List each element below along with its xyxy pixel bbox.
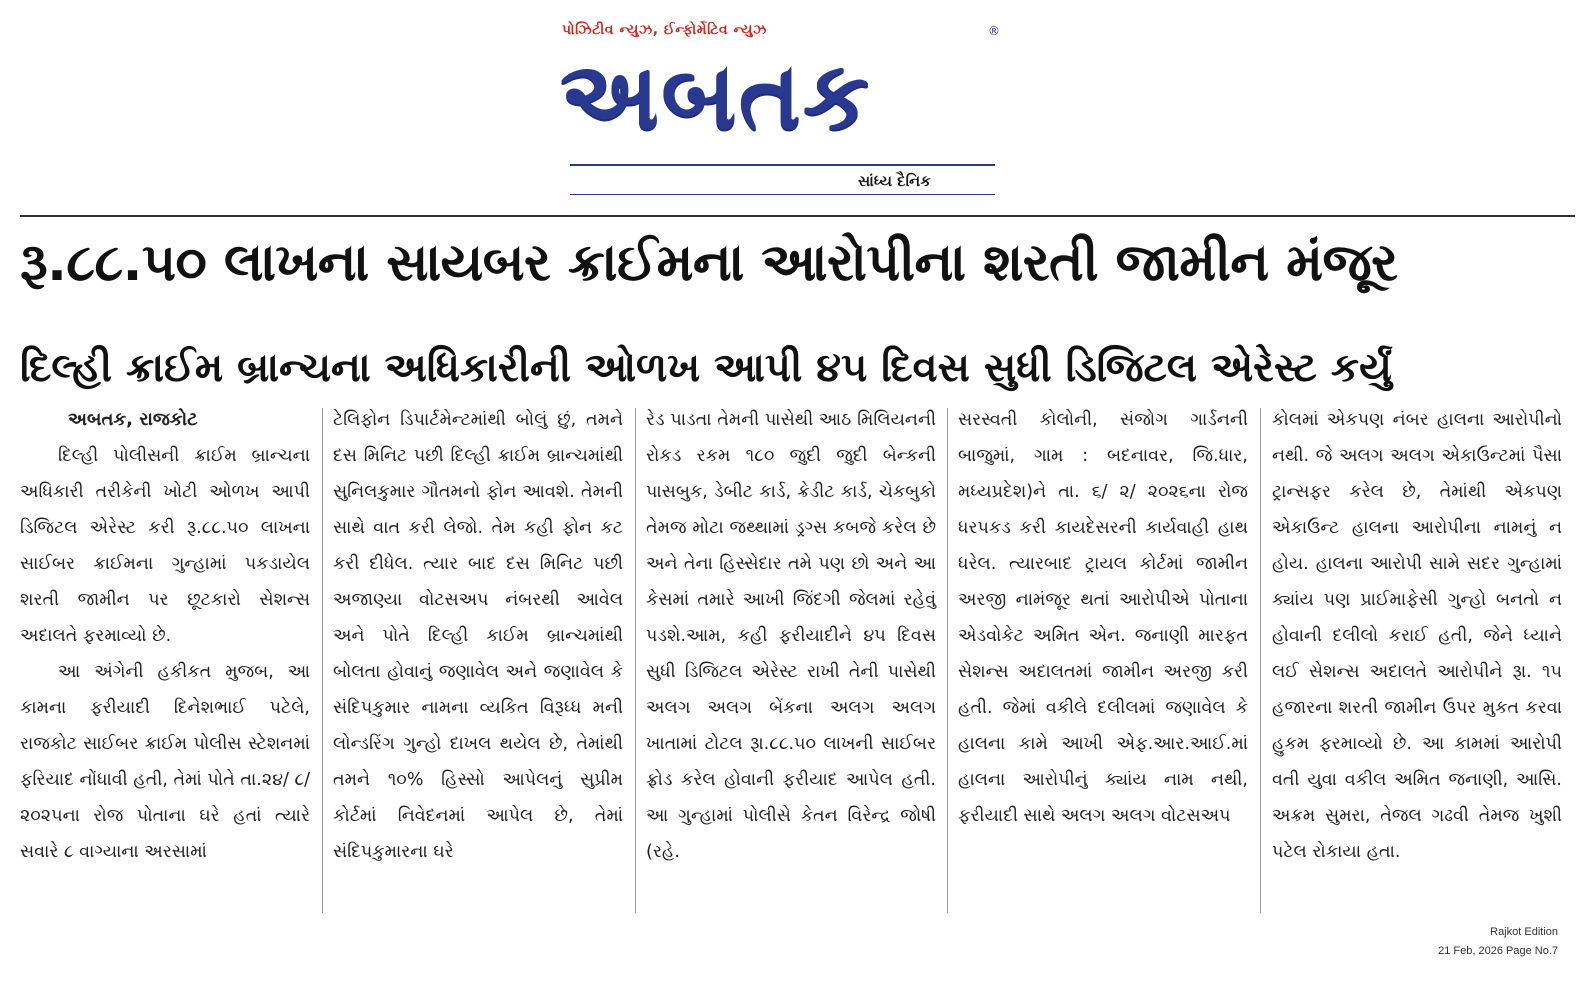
masthead-divider (20, 215, 1575, 217)
masthead (0, 0, 1595, 215)
column-divider (635, 408, 636, 913)
logo-underline (570, 164, 995, 166)
subbrand-underline (570, 194, 995, 195)
paragraph: દિલ્હી પોલીસની ક્રાઈમ બ્રાન્ચના અધિકારી તરીકેની ખોટી ઓળખ આપી ડિજિટલ એરેસ્ટ કરી રૂ.૮૮.૫૦ લાખના સાઈબર ક્રાઈમના ગુન્હામાં પકડાયેલ શરતી જામીન પર છૂટકારો સેશન્સ અદાલતે ફરમાવ્યો છે. (20, 446, 310, 646)
article-column-2 (333, 402, 623, 914)
edition-label: Rajkot Edition (1490, 926, 1558, 938)
article-subheadline: દિલ્હી ક્રાઈમ બ્રાન્ચના અધિકારીની ઓળખ આપી ૪૫ દિવસ સુધી ડિજિટલ એરેસ્ટ કર્યું (20, 345, 1392, 391)
column-divider (947, 408, 948, 913)
column-divider (322, 408, 323, 913)
date-page-label: 21 Feb, 2026 Page No.7 (1438, 945, 1558, 957)
article-column-5 (1272, 402, 1562, 914)
article-column-1 (20, 402, 310, 914)
paragraph: સરસ્વતી કોલોની, સંજોગ ગાર્ડનની બાજુમાં, ગામ : બદનાવર, જિ.ધાર, મધ્યપ્રદેશ)ને તા. ૬/ ૨/ ૨૦૨૬ના રોજ ધરપકડ કરી કાયદેસરની કાર્યવાહી હાથ ધરેલ. ત્યારબાદ ટ્રાયલ કોર્ટમાં જામીન અરજી નામંજૂર થતાં આરોપીએ પોતાના એડવોકેટ અમિત એન. જનાણી મારફત સેશન્સ અદાલતમાં જામીન અરજી કરી હતી. જેમાં વકીલે દલીલમાં જણાવેલ કે હાલના કામે આખી એફ.આર.આઈ.માં હાલના આરોપીનું ક્યાંય નામ નથી, ફરીયાદી સાથે અલગ અલગ વોટસઅપ (958, 410, 1248, 826)
registered-mark: ® (988, 24, 1000, 38)
article-dateline: અબતક, રાજકોટ (68, 409, 198, 430)
column-divider (1260, 408, 1261, 913)
newspaper-logo: અબતક (560, 42, 872, 151)
paragraph: આ અંગેની હકીકત મુજબ, આ કામના ફરીયાદી દિનેશભાઈ પટેલે, રાજકોટ સાઈબર ક્રાઈમ પોલીસ સ્ટેશનમાં ફરિયાદ નોંધાવી હતી, તેમાં પોતે તા.૨૪/ ૮/ ૨૦૨૫ના રોજ પોતાના ઘરે હતાં ત્યારે સવારે ૮ વાગ્યાના અરસામાં (20, 662, 310, 862)
paragraph: કોલમાં એકપણ નંબર હાલના આરોપીનો નથી. જે અલગ અલગ એકાઉન્ટમાં પૈસા ટ્રાન્સફર કરેલ છે, તેમાંથી એકપણ એકાઉન્ટ હાલના આરોપીના નામનું ન હોય. હાલના આરોપી સામે સદર ગુન્હામાં ક્યાંય પણ પ્રાઈમાફેસી ગુન્હો બનતો ન હોવાની દલીલો કરાઈ હતી, જેને ધ્યાને લઈ સેશન્સ અદાલતે આરોપીને રૂા. ૧૫ હજારના શરતી જામીન ઉપર મુકત કરવા હુકમ ફરમાવ્યો છે. આ કામમાં આરોપી વતી યુવા વકીલ અમિત જનાણી, આસિ. અક્રમ સુમરા, તેજલ ગઢવી તેમજ ખુશી પટેલ રોકાયા હતા. (1272, 410, 1562, 862)
article-column-3 (646, 402, 936, 914)
masthead-tagline: પોઝિટીવ ન્યુઝ, ઈન્ફોર્મેટિવ ન્યુઝ (562, 22, 767, 38)
article-column-4 (958, 402, 1248, 914)
article-headline: રૂ.૮૮.૫૦ લાખના સાયબર ક્રાઈમના આરોપીના શરતી જામીન મંજૂર (20, 233, 1398, 293)
paragraph: ટેલિફોન ડિપાર્ટમેન્ટમાંથી બોલું છું, તમને દસ મિનિટ પછી દિલ્હી ક્રાઈમ બ્રાન્ચમાંથી સુનિલકુમાર ગૌતમનો ફોન આવશે. તેમની સાથે વાત કરી લેજો. તેમ કહી ફોન કટ કરી દીધેલ. ત્યાર બાદ દસ મિનિટ પછી અજાણ્યા વોટસઅપ નંબરથી આવેલ અને પોતે દિલ્હી કાઈમ બ્રાન્ચમાંથી બોલતા હોવાનું જણાવેલ અને જણાવેલ કે સંદિપકુમાર નામના વ્યકિત વિરૂધ્ધ મની લોન્ડરિંગ ગુન્હો દાખલ થયેલ છે, તેમાંથી તમને ૧૦% હિસ્સો આપેલનું સુપ્રીમ કોર્ટમાં નિવેદનમાં આપેલ છે, તેમાં સંદિપકુમારના ઘરે (333, 410, 623, 862)
paragraph: રેડ પાડતા તેમની પાસેથી આઠ મિલિયનની રોકડ રકમ ૧૮૦ જુદી જુદી બેન્કની પાસબુક, ડેબીટ કાર્ડ, ક્રેડીટ કાર્ડ, ચેકબુકો તેમજ મોટા જથ્થામાં ડ્રગ્સ કબજે કરેલ છે અને તેના હિસ્સેદાર તમે પણ છો અને આ કેસમાં તમારે આખી જિંદગી જેલમાં રહેવું પડશે.આમ, કહી ફરીયાદીને ૪૫ દિવસ સુધી ડિજિટલ એરેસ્ટ રાખી તેની પાસેથી અલગ અલગ બેંકના અલગ અલગ ખાતામાં ટોટલ રૂા.૮૮.૫૦ લાખની સાઈબર ફ્રોડ કરેલ હોવાની ફરીયાદ આપેલ હતી. આ ગુન્હામાં પોલીસે કેતન વિરેન્દ્ર જોષી (રહે. (646, 410, 936, 862)
masthead-subbrand: સાંધ્ય દૈનિક (858, 172, 931, 190)
